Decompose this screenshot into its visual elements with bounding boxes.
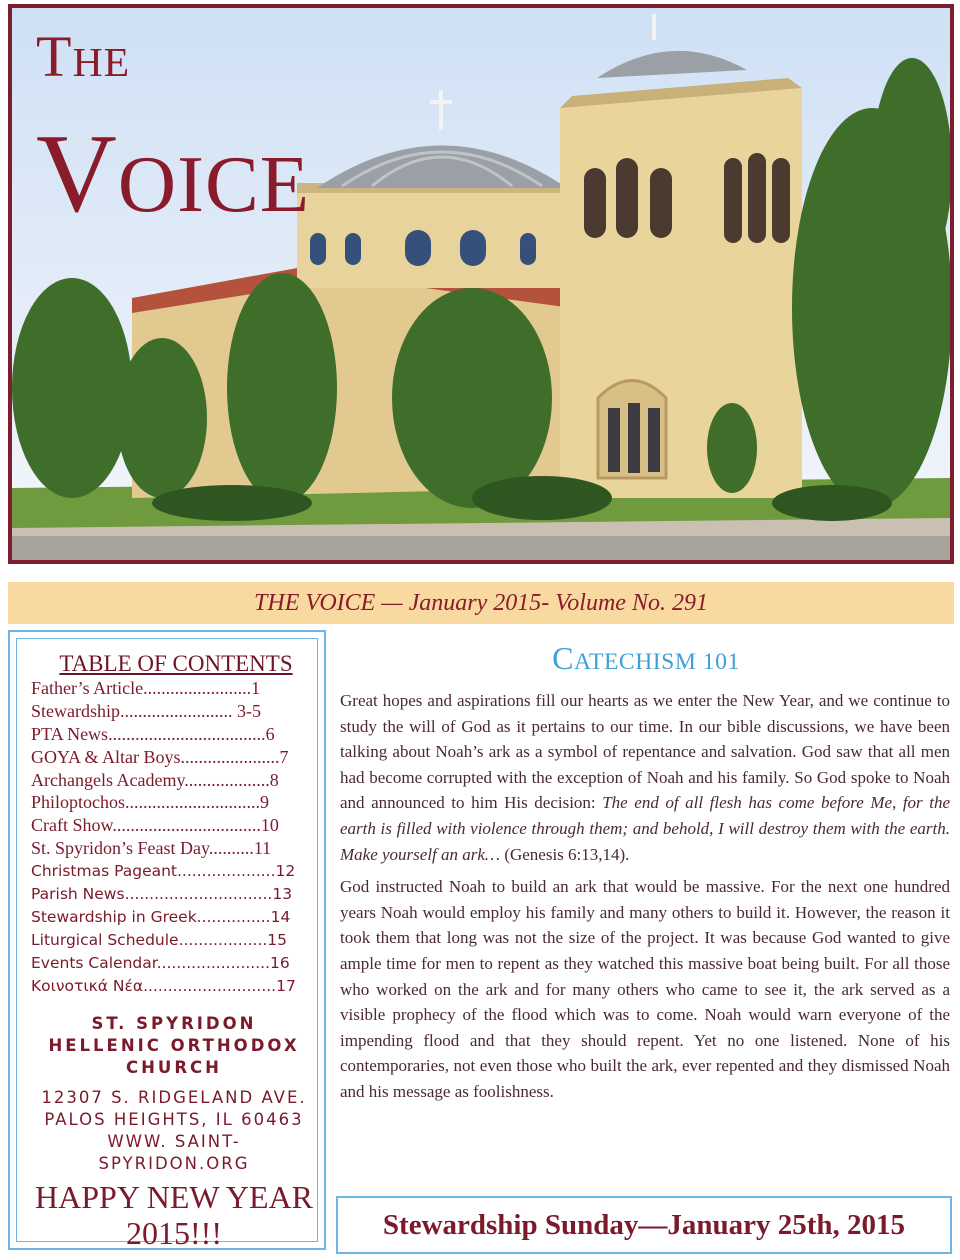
toc-item[interactable]: Christmas Pageant....................12 bbox=[31, 862, 296, 881]
church-website[interactable]: WWW. SAINT- SPYRIDON.ORG bbox=[98, 1132, 250, 1173]
toc-item[interactable]: Father’s Article........................1 bbox=[31, 678, 261, 698]
toc-item[interactable]: Parish News..............................13 bbox=[31, 885, 293, 904]
sidebar bbox=[8, 630, 326, 1250]
toc-list bbox=[31, 677, 301, 997]
article-body bbox=[340, 688, 950, 1112]
masthead bbox=[8, 4, 954, 564]
toc-item[interactable]: Κοινοτικά Νέα...........................17 bbox=[31, 976, 296, 995]
issue-banner: THE VOICE — January 2015- Volume No. 291 bbox=[8, 582, 954, 624]
article-paragraph: Great hopes and aspirations fill our hearts as we enter the New Year, and we continue to study the will of God as it pertains to our time. In our bible discussions, we have been talking about Noah’s ark as a symbol of repentance and salvation. God saw that all men had become corrupted with the exception of Noah and his family. So God spoke to Noah and announced to him His decision: The end of all flesh has come before Me, for the earth is filled with violence through them; and behold, I will destroy them with the earth. Make yourself an ark… (Genesis 6:13,14). bbox=[340, 691, 951, 864]
toc-item[interactable]: Philoptochos..............................9 bbox=[31, 792, 270, 813]
toc-item[interactable]: Stewardship in Greek...............14 bbox=[31, 907, 291, 926]
toc-item[interactable]: Events Calendar.......................16 bbox=[31, 953, 290, 972]
stewardship-banner: Stewardship Sunday—January 25th, 2015 bbox=[336, 1196, 952, 1254]
article-paragraph: God instructed Noah to build an ark that would be massive. For the next one hundred years Noah would employ his family and many others to build it. However, the reason it took them that long was not the size of the project. It was because God wanted to give ample time for men to repent as they watched this massive boat being built. For all those who worked on the ark and for many others who came to see it, the ark served as a visible prophecy of the flood which was to come. Noah would warn everyone of the impending flood and that they should repent. Yet no one listened. None of his contemporaries, not even those who built the ark, ever repented and they dismissed Noah and his message as foolishness. bbox=[340, 877, 950, 1101]
new-year-greeting: HAPPY NEW YEAR 2015!!! bbox=[35, 1179, 313, 1251]
toc-item[interactable]: St. Spyridon’s Feast Day..........11 bbox=[31, 838, 272, 859]
church-photo bbox=[12, 8, 950, 560]
toc-item[interactable]: GOYA & Altar Boys......................7 bbox=[31, 746, 289, 767]
toc-heading: TABLE OF CONTENTS bbox=[59, 651, 293, 676]
church-address: 12307 S. RIDGELAND AVE. PALOS HEIGHTS, IL 60463 WWW. SAINT- SPYRIDON.ORG bbox=[29, 1087, 319, 1175]
toc-item[interactable]: Liturgical Schedule..................15 bbox=[31, 930, 287, 949]
masthead-title-voice: VOICE bbox=[36, 112, 310, 236]
scripture-quote: The end of all flesh has come before Me, for the earth is filled with violence through them; and behold, I will destroy them with the earth. Make yourself an ark… bbox=[340, 793, 951, 864]
masthead-title-the: THE bbox=[36, 24, 131, 89]
article-title: CATECHISM 101 bbox=[552, 640, 740, 676]
church-name: ST. SPYRIDON HELLENIC ORTHODOX CHURCH bbox=[48, 1014, 300, 1077]
toc-item[interactable]: Archangels Academy...................8 bbox=[31, 769, 279, 790]
toc-item[interactable]: PTA News...................................6 bbox=[31, 723, 275, 744]
church-info bbox=[29, 1013, 319, 1175]
toc-item[interactable]: Craft Show.................................10 bbox=[31, 815, 279, 836]
toc-item[interactable]: Stewardship......................... 3-5 bbox=[31, 700, 261, 721]
sidebar-inner-frame bbox=[16, 638, 318, 1251]
